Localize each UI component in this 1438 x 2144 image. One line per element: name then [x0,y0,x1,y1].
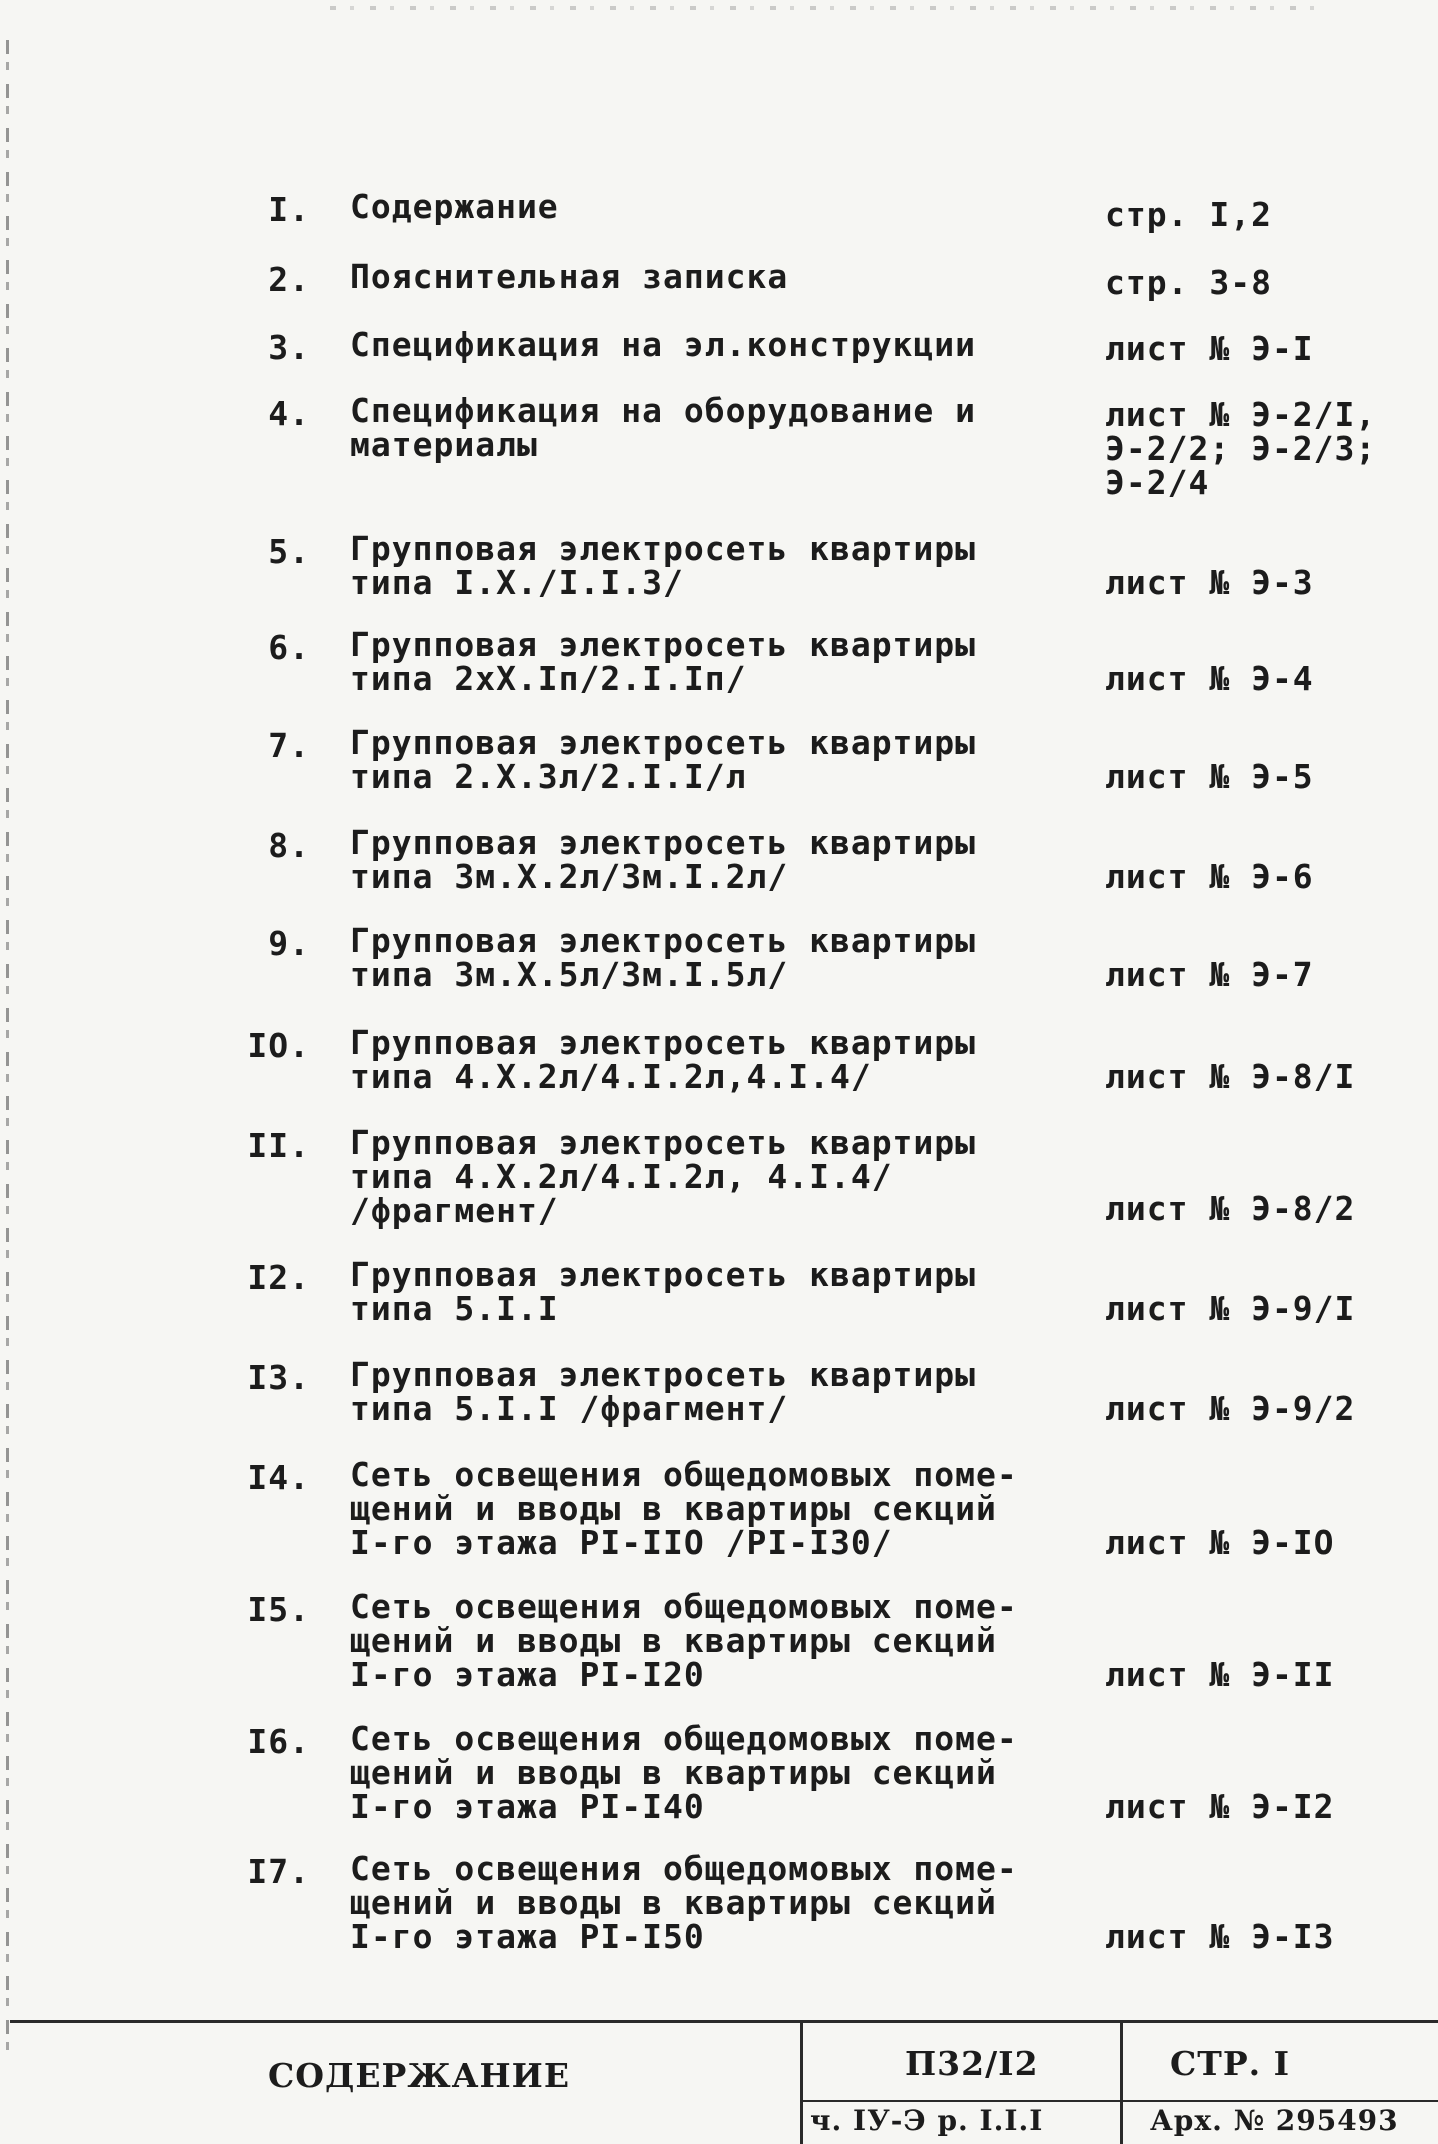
entry-title: Групповая электросеть квартиры типа 4.Х.2л/4.I.2л,4.I.4/ [350,1023,977,1096]
entry-title: Сеть освещения общедомовых поме- щений и вводы в квартиры секций I-го этажа PI-IIO /PI-I30/ [350,1455,1018,1562]
entry-reference: лист № Э-II [1105,1655,1335,1694]
entry-reference: стр. 3-8 [1105,263,1272,302]
title-block [10,2020,1438,2144]
entry-number: 3. [268,328,310,367]
title-block-page: СТР. I [1170,2044,1291,2083]
entry-number: I3. [247,1358,310,1397]
entry-reference: лист № Э-9/I [1105,1289,1356,1328]
entry-title: Пояснительная записка [350,257,789,296]
entry-title: Групповая электросеть квартиры типа 5.I.I [350,1255,977,1328]
entry-title: Сеть освещения общедомовых поме- щений и вводы в квартиры секций I-го этажа PI-I40 [350,1719,1018,1826]
title-block-divider [800,2020,803,2144]
entry-title: Спецификация на оборудование и материалы [350,391,977,464]
entry-reference: лист № Э-5 [1105,757,1314,796]
entry-reference: лист № Э-8/I [1105,1057,1356,1096]
title-block-divider [1120,2020,1123,2144]
entry-title: Сеть освещения общедомовых поме- щений и вводы в квартиры секций I-го этажа PI-I50 [350,1849,1018,1956]
entry-reference: лист № Э-9/2 [1105,1389,1356,1428]
entry-title: Групповая электросеть квартиры типа I.X./I.I.3/ [350,529,977,602]
title-block-code: П32/I2 [905,2044,1039,2083]
title-block-part: ч. IУ-Э р. I.I.I [810,2104,1044,2137]
entry-title: Сеть освещения общедомовых поме- щений и вводы в квартиры секций I-го этажа PI-I20 [350,1587,1018,1694]
entry-reference: лист № Э-8/2 [1105,1189,1356,1228]
entry-title: Групповая электросеть квартиры типа 2хХ.Iп/2.I.Iп/ [350,625,977,698]
entry-title: Содержание [350,187,559,226]
entry-reference: лист № Э-4 [1105,659,1314,698]
entry-number: 6. [268,628,310,667]
title-block-title: СОДЕРЖАНИЕ [268,2056,571,2095]
entry-reference: лист № Э-3 [1105,563,1314,602]
entry-reference: лист № Э-IO [1105,1523,1335,1562]
entry-reference: лист № Э-I3 [1105,1917,1335,1956]
entry-number: 7. [268,726,310,765]
entry-number: II. [247,1126,310,1165]
entry-title: Групповая электросеть квартиры типа 4.Х.2л/4.I.2л, 4.I.4/ /фрагмент/ [350,1123,977,1230]
entry-reference: лист № Э-2/I, Э-2/2; Э-2/3; Э-2/4 [1105,395,1377,502]
title-block-archive: Арх. № 295493 [1150,2104,1399,2137]
entry-number: I4. [247,1458,310,1497]
entry-number: I6. [247,1722,310,1761]
entry-number: IO. [247,1026,310,1065]
scan-top-noise [330,6,1330,10]
entry-reference: стр. I,2 [1105,195,1272,234]
entry-title: Групповая электросеть квартиры типа 2.Х.3л/2.I.I/л [350,723,977,796]
entry-reference: лист № Э-7 [1105,955,1314,994]
entry-reference: лист № Э-I [1105,329,1314,368]
entry-number: 8. [268,826,310,865]
entry-title: Групповая электросеть квартиры типа 3м.Х.2л/3м.I.2л/ [350,823,977,896]
entry-number: 4. [268,394,310,433]
entry-title: Групповая электросеть квартиры типа 3м.Х.5л/3м.I.5л/ [350,921,977,994]
entry-title: Групповая электросеть квартиры типа 5.I.I /фрагмент/ [350,1355,977,1428]
entry-number: I5. [247,1590,310,1629]
entry-number: 9. [268,924,310,963]
title-block-top-rule [10,2020,1438,2023]
entry-reference: лист № Э-6 [1105,857,1314,896]
scan-edge-mark [6,40,9,2060]
entry-title: Спецификация на эл.конструкции [350,325,977,364]
entry-number: I7. [247,1852,310,1891]
entry-number: 2. [268,260,310,299]
entry-reference: лист № Э-I2 [1105,1787,1335,1826]
entry-number: I2. [247,1258,310,1297]
entry-number: I. [268,190,310,229]
title-block-mid-rule [800,2100,1438,2102]
entry-number: 5. [268,532,310,571]
